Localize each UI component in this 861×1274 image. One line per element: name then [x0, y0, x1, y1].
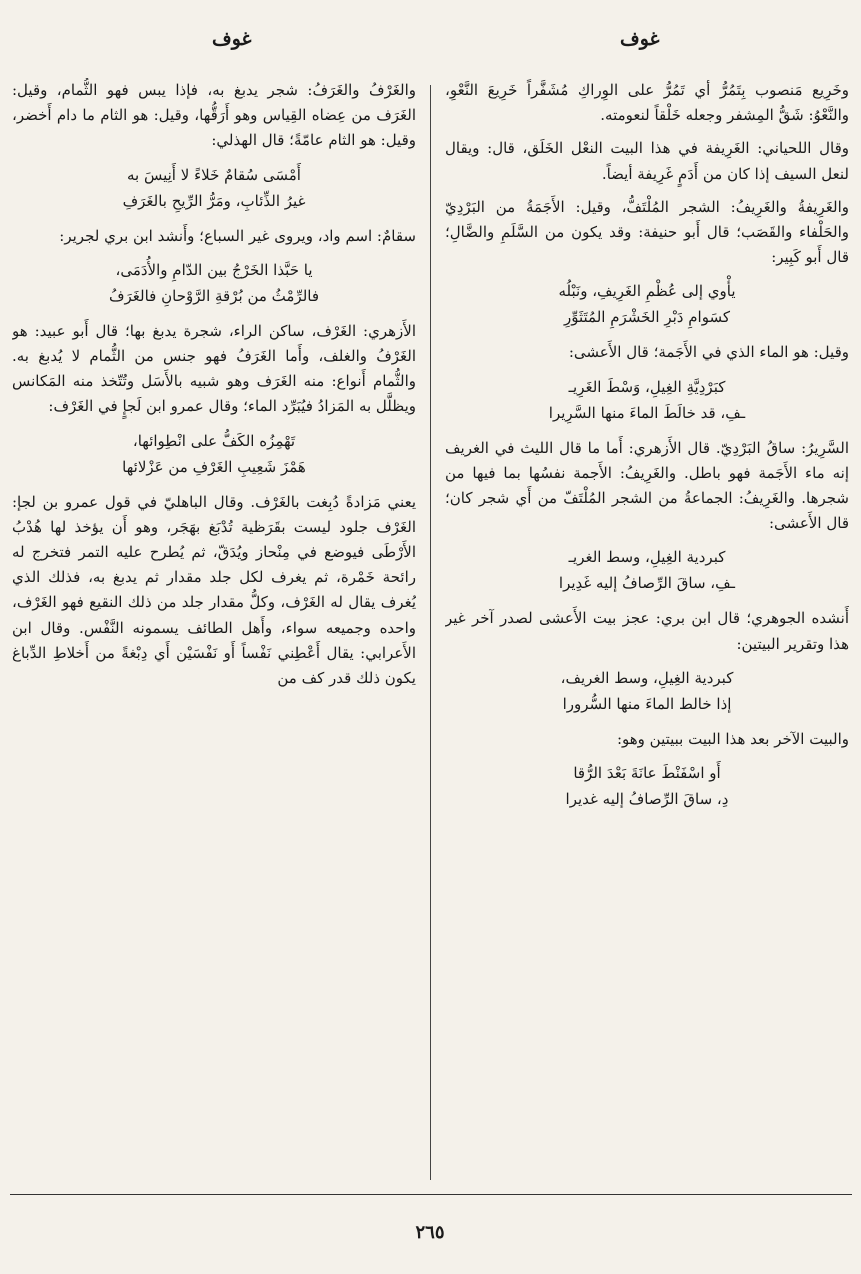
verse-line: هَمْزَ شَعِيبِ الغَرْفِ من عَزْلائها	[122, 457, 306, 476]
verse-line: تَهْمِزُه الكَفُّ على انْطِوائها،	[132, 431, 296, 450]
prose-paragraph: وقال اللحياني: الغَرِيفة في هذا البيت النعْل الخَلَق، قال: ويقال لنعل السيف إذا كان من أَدَمٍ غَرِيفة أيضاً.	[445, 139, 849, 183]
verse-line: إذا خالط الماءَ منها السُّرورا	[562, 694, 732, 713]
verse-line: كبردية الغِيلِ، وسط الغريف،	[560, 668, 734, 687]
prose-paragraph: يعني مَزادةً دُبِغت بالغَرْف. وقال الباهليّ في قول عمرو بن لجإ: الغَرْف جلود ليست بقَرَظية تُدْبَغ بهَجَر، وهو أَن يؤخذ لها هُدْبُ الأَرْطَى فيوضع في مِنْحاز ويُدَقّ، ثم يُطرح عليه التمر فتخرج له رائحة خَمْرة، ثم يغرف لكل جلد مقدار ثم يدبغ به، فذلك الذي يُغرف يقال له الغَرْف، وكلُّ مقدار جلد من ذلك النقيع فهو الغَرْف، واحده وجميعه سواء، وأَهل الطائف يسمونه النَّفْس. وقال ابن الأَعرابي: يقال أَعْطِني نَفْساً أَو نَفْسَيْن أَي دِبْغةً من أَخلاطِ الدِّباغ يكون ذلك قدر كف من	[12, 492, 416, 688]
right-column	[445, 78, 849, 1183]
verse-line: كسَوامِ دَبْرِ الخَشْرَمِ المُتَثَوِّرِ	[564, 308, 730, 327]
prose-paragraph: والغَرِيفةُ والغَرِيفُ: الشجر المُلْتَفُّ، وقيل: الأَجَمَةُ من البَرْدِيّ والحَلْفاء والقَصَب؛ قال أَبو حنيفة: وقد يكون من السَّلَمِ والضَّالِ؛ قال أَبو كَبِير:	[445, 197, 849, 267]
headword-right: غوف	[620, 28, 660, 50]
prose-paragraph: وقيل: هو الماء الذي في الأَجَمة؛ قال الأَعشى:	[568, 343, 849, 362]
verse-line: يأْوي إلى عُظْمِ الغَرِيفِ، ونَبْلُه	[558, 282, 736, 301]
prose-paragraph: والغَرْفُ والغَرَفُ: شجر يدبغ به، فإذا يبس فهو الثُّمام، وقيل: الغَرَف من عِضاه القِياس وهو أَرَقُّها، وقيل: هو الثام ما دام أَخضر، وقيل: هو الثام عامّةً؛ قال الهذلي:	[12, 81, 416, 150]
left-column	[12, 78, 416, 1183]
verse-line: أَمْسَى سُقامٌ خَلاءً لا أَنِيسَ به	[127, 165, 301, 184]
verse-line: يا حَبَّذا الخَرْجُ بين الدّامِ والأُدَمَى،	[115, 260, 313, 279]
verse-line: غيرُ الذِّئابِ، ومَرُّ الرِّيحِ بالغَرَفِ	[122, 191, 306, 210]
verse-block	[12, 257, 416, 309]
prose-paragraph: الأَزهري: الغَرْف، ساكن الراء، شجرة يدبغ بها؛ قال أَبو عبيد: هو الغَرْفُ والغلف، وأَما الغَرَفُ فهو جنس من الثُّمام لا يُدبغ به. والثُّمام أَنواع: منه الغَرَف وهو شبيه بالأَسَل وتُتّخذ منه المَكانس ويظلَّل به المَزادُ فيُبَرِّد الماء؛ وقال عمرو ابن لَجإٍ في الغَرْف:	[12, 321, 416, 416]
verse-block	[445, 544, 849, 596]
verse-block	[445, 760, 849, 812]
prose-paragraph: وخَرِيع مَنصوب بِتَمُرُّ أي تَمُرُّ على الوِراكِ مُشَفَّراً خَرِيعَ النَّعْوِ، والنَّعْوُ: شَقُّ المِشفر وجعله خَلْقاً لنعومته.	[445, 81, 849, 125]
headword-left: غوف	[212, 28, 252, 50]
prose-paragraph: السَّرِيرُ: ساقُ البَرْدِيّ. قال الأَزهري: أَما ما قال الليث في الغريف إنه ماء الأَجَمة فهو باطل. والغَرِيفُ: الأَجمة نفسُها بما فيها من شجرها. والغَرِيفُ: الجماعةُ من الشجر المُلْتَفّ من أَي شجر كان؛ قال الأَعشى:	[445, 438, 849, 533]
page-number: ٢٦٥	[415, 1222, 445, 1243]
verse-block	[12, 428, 416, 480]
verse-line: أَو اسْفَنْطَ عانَةَ بَعْدَ الرُّقا	[573, 764, 721, 783]
verse-block	[12, 162, 416, 214]
verse-line: فالرِّمْثُ من بُرْقةِ الرَّوْحانِ فالغَرَفُ	[108, 286, 320, 305]
verse-block	[445, 665, 849, 717]
verse-line: دِ، ساقَ الرِّصافُ إليه غديرا	[565, 790, 729, 809]
verse-line: ـفِ، ساقَ الرِّصافُ إليه غَدِيرا	[558, 574, 736, 593]
column-divider	[430, 85, 431, 1180]
verse-line: كبردية الغِيلِ، وسط الغريـ	[568, 548, 726, 567]
bottom-rule	[10, 1194, 852, 1195]
verse-block	[445, 374, 849, 426]
prose-paragraph: سقامٌ: اسم واد، ويروى غير السباع؛ وأَنشد ابن بري لجرير:	[59, 226, 416, 245]
prose-paragraph: أَنشده الجوهري؛ قال ابن بري: عجز بيت الأَعشى لصدر آخر غير هذا وتقرير البيتين:	[445, 609, 849, 653]
prose-paragraph: والبيت الآخر بعد هذا البيت ببيتين وهو:	[616, 729, 849, 748]
verse-block	[445, 278, 849, 330]
verse-line: ـفِ، قد خالَطَ الماءَ منها السَّرِيرا	[548, 403, 746, 422]
verse-line: كبَرْدِيَّةِ الغِيلِ، وَسْطَ الغَرِيـ	[568, 377, 726, 396]
